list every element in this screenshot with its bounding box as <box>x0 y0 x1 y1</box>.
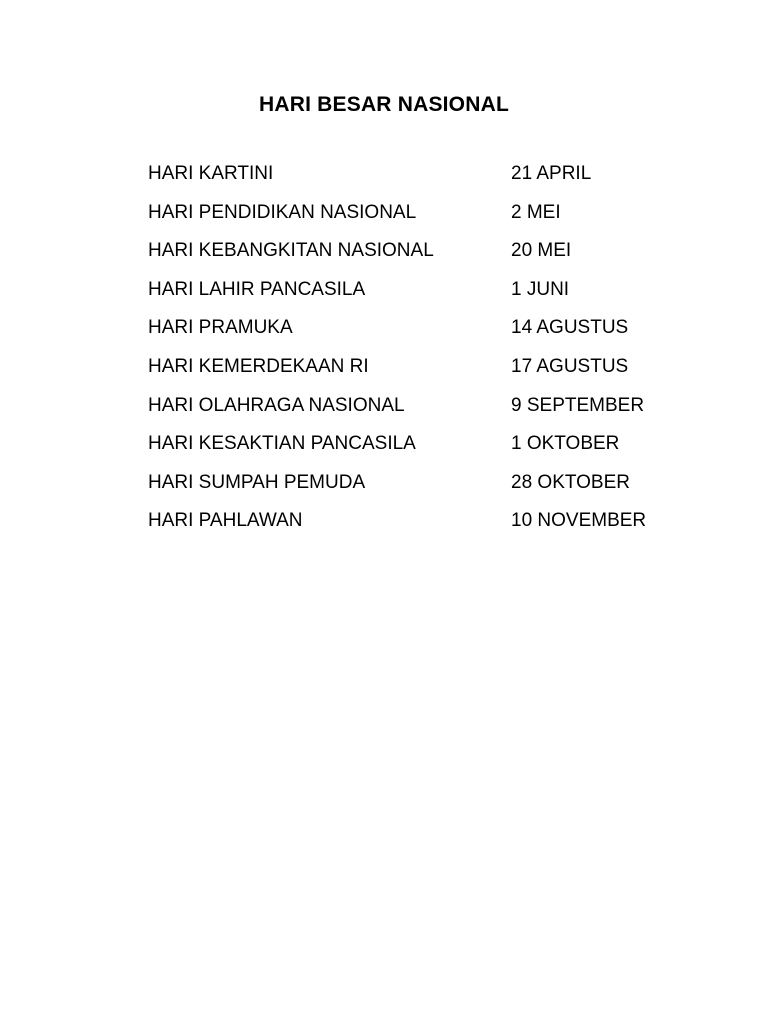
holiday-row <box>148 273 708 312</box>
holiday-name: HARI PRAMUKA <box>148 317 293 339</box>
holiday-date: 2 MEI <box>511 201 561 223</box>
holiday-date: 10 NOVEMBER <box>511 510 647 532</box>
holiday-row <box>148 157 708 196</box>
holiday-row <box>148 234 708 273</box>
holiday-name: HARI SUMPAH PEMUDA <box>148 471 366 493</box>
holiday-name: HARI KESAKTIAN PANCASILA <box>148 433 416 455</box>
holiday-date: 20 MEI <box>511 240 572 262</box>
holiday-row <box>148 350 708 389</box>
holiday-date: 21 APRIL <box>511 163 592 184</box>
holiday-date: 9 SEPTEMBER <box>511 394 645 416</box>
holiday-name: HARI OLAHRAGA NASIONAL <box>148 394 405 416</box>
holiday-name: HARI KEBANGKITAN NASIONAL <box>148 240 434 262</box>
holiday-row <box>148 311 708 350</box>
page-title: HARI BESAR NASIONAL <box>259 93 509 116</box>
holiday-row <box>148 466 708 505</box>
holiday-name: HARI LAHIR PANCASILA <box>148 278 366 300</box>
holiday-row <box>148 504 708 543</box>
holiday-name: HARI PENDIDIKAN NASIONAL <box>148 201 417 223</box>
holiday-date: 1 JUNI <box>511 278 570 300</box>
holiday-name: HARI KEMERDEKAAN RI <box>148 355 369 377</box>
holiday-row <box>148 389 708 428</box>
holiday-date: 28 OKTOBER <box>511 471 630 493</box>
holiday-list <box>148 157 708 543</box>
holiday-date: 14 AGUSTUS <box>511 317 629 339</box>
holiday-row <box>148 427 708 466</box>
holiday-name: HARI PAHLAWAN <box>148 510 303 532</box>
holiday-row <box>148 196 708 235</box>
holiday-name: HARI KARTINI <box>148 163 274 184</box>
holiday-date: 1 OKTOBER <box>511 433 620 455</box>
holiday-date: 17 AGUSTUS <box>511 355 629 377</box>
